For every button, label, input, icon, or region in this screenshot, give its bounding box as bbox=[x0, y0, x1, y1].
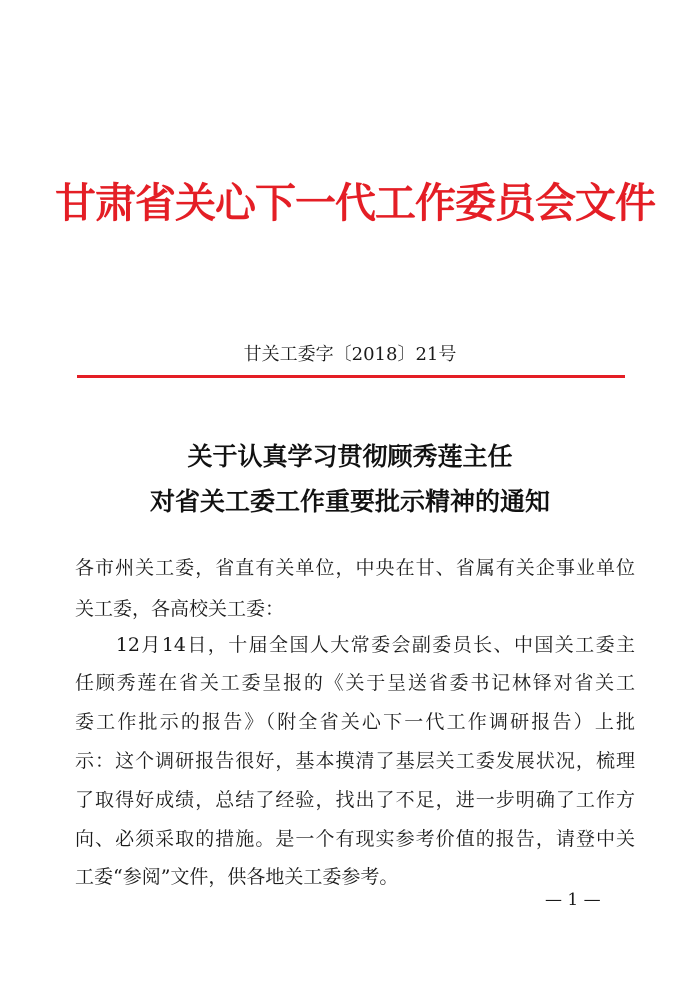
notice-title-line-2: 对省关工委工作重要批示精神的通知 bbox=[149, 487, 550, 516]
body-line-1: 各市州关工委，省直有关单位，中央在甘、省属有关企事业单位 bbox=[75, 557, 635, 579]
body-line-8: 向、必须采取的措施。是一个有现实参考价值的报告，请登中关 bbox=[75, 828, 635, 850]
red-divider-line bbox=[77, 375, 625, 378]
body-line-2: 关工委，各高校关工委： bbox=[75, 598, 285, 620]
body-line-5: 委工作批示的报告》（附全省关心下一代工作调研报告）上批 bbox=[75, 711, 635, 733]
body-line-7: 了取得好成绩，总结了经验，找出了不足，进一步明确了工作方 bbox=[75, 789, 635, 811]
body-line-4: 任顾秀莲在省关工委呈报的《关于呈送省委书记林铎对省关工 bbox=[75, 672, 635, 694]
notice-title-line-1: 关于认真学习贯彻顾秀莲主任 bbox=[187, 442, 513, 471]
body-line-3: 12月14日，十届全国人大常委会副委员长、中国关工委主 bbox=[75, 634, 635, 656]
body-line-6: 示：这个调研报告很好，基本摸清了基层关工委发展状况，梳理 bbox=[75, 750, 635, 772]
masthead-title: 甘肃省关心下一代工作委员会文件 bbox=[55, 179, 655, 227]
page-number: — 1 — bbox=[545, 890, 601, 910]
body-line-9: 工委“参阅”文件，供各地关工委参考。 bbox=[75, 866, 399, 888]
document-number: 甘关工委字〔2018〕21号 bbox=[243, 344, 457, 365]
